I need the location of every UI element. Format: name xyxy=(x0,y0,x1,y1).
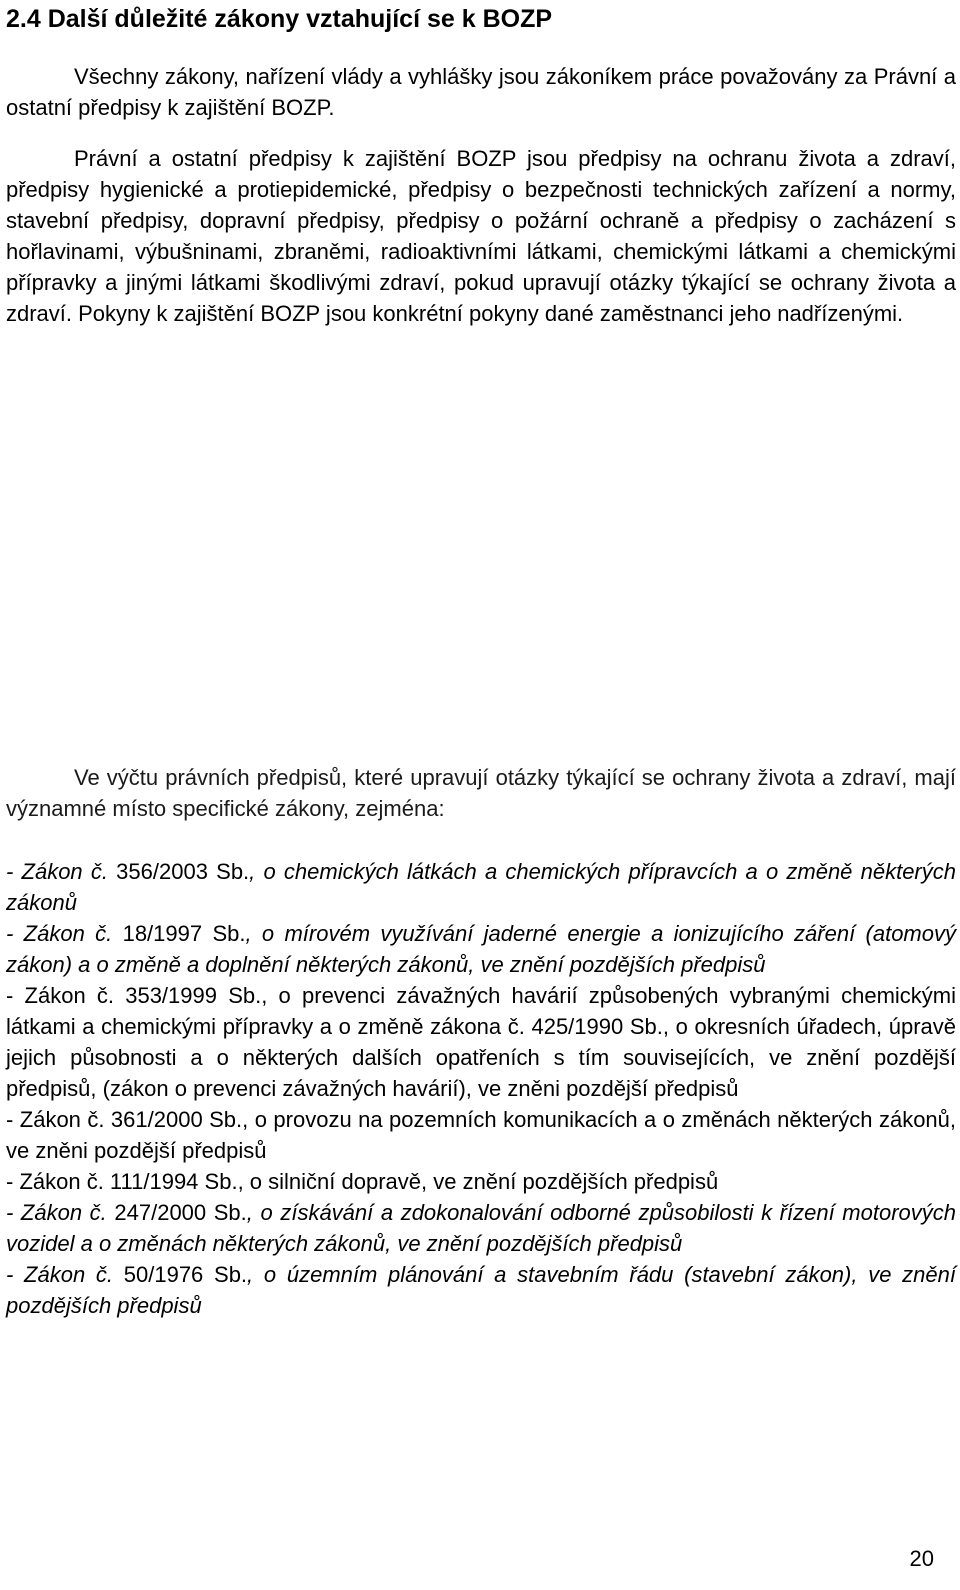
law-title: , o provozu na pozemních komunikacích a o změnách některých zákonů, ve zněni pozdější předpisů xyxy=(6,1107,957,1163)
law-item xyxy=(6,918,956,980)
law-item xyxy=(6,856,956,918)
law-prefix: - Zákon č. xyxy=(6,1200,107,1225)
law-prefix: - Zákon č. xyxy=(6,921,113,946)
law-title: , o územním plánování a stavebním řádu (stavební zákon), ve znění pozdějších předpisů xyxy=(6,1262,956,1318)
law-item xyxy=(6,1197,956,1259)
law-number: 247/2000 Sb. xyxy=(106,1200,247,1225)
law-item xyxy=(6,1166,956,1197)
law-prefix: - Zákon č. xyxy=(6,859,108,884)
section-heading: 2.4 Další důležité zákony vztahující se k BOZP xyxy=(6,5,553,33)
definition-paragraph: Právní a ostatní předpisy k zajištění BOZP jsou předpisy na ochranu života a zdraví, předpisy hygienické a protiepidemické, předpisy o bezpečnosti technických zařízení a normy, stavební předpisy, dopravní předpisy, předpisy o požární ochraně a předpisy o zacházení s hořlavinami, výbušninami, zbraněmi, radioaktivními látkami, chemickými látkami a chemickými přípravky a jinými látkami škodlivými zdraví, pokud upravují otázky týkající se ochrany života a zdraví. Pokyny k zajištění BOZP jsou konkrétní pokyny dané zaměstnanci jeho nadřízenými. xyxy=(6,146,956,326)
page-number: 20 xyxy=(909,1546,934,1571)
law-number: 50/1976 Sb. xyxy=(113,1262,248,1287)
law-prefix: - Zákon č. xyxy=(6,1107,105,1132)
law-title: , o získávání a zdokonalování odborné způsobilosti k řízení motorových vozidel a o změnách některých zákonů, ve znění pozdějších předpisů xyxy=(6,1200,956,1256)
law-prefix: - Zákon č. xyxy=(6,983,115,1008)
law-item xyxy=(6,1259,956,1321)
law-number: 111/1994 Sb. xyxy=(103,1169,238,1194)
law-title: , o prevenci závažných havárií způsobených vybranými chemickými látkami a chemickými přípravky a o změně zákona č. 425/1990 Sb., o okresních úřadech, úpravě jejich působnosti a o některých dalších opatřeních s tím souvisejících, ve znění pozdější předpisů, (zákon o prevenci závažných havárií), ve zněni pozdější předpisů xyxy=(6,983,956,1101)
law-number: 18/1997 Sb. xyxy=(112,921,246,946)
law-title: , o silniční dopravě, ve znění pozdějších předpisů xyxy=(237,1169,719,1194)
lead-in-paragraph: Ve výčtu právních předpisů, které upravují otázky týkající se ochrany života a zdraví, mají významné místo specifické zákony, zejména: xyxy=(6,765,956,821)
law-number: 353/1999 Sb. xyxy=(114,983,262,1008)
law-list xyxy=(6,856,956,1321)
law-title: , o mírovém využívání jaderné energie a ionizujícího záření (atomový zákon) a o změně a doplnění některých zákonů, ve znění pozdějších předpisů xyxy=(6,921,956,977)
law-item xyxy=(6,980,956,1104)
law-item xyxy=(6,1104,956,1166)
law-title: , o chemických látkách a chemických přípravcích a o změně některých zákonů xyxy=(6,859,956,915)
law-number: 356/2003 Sb. xyxy=(107,859,250,884)
law-prefix: - Zákon č. xyxy=(6,1169,104,1194)
law-prefix: - Zákon č. xyxy=(6,1262,114,1287)
law-number: 361/2000 Sb. xyxy=(104,1107,243,1132)
intro-paragraph: Všechny zákony, nařízení vlády a vyhlášky jsou zákoníkem práce považovány za Právní a ostatní předpisy k zajištění BOZP. xyxy=(6,64,956,120)
